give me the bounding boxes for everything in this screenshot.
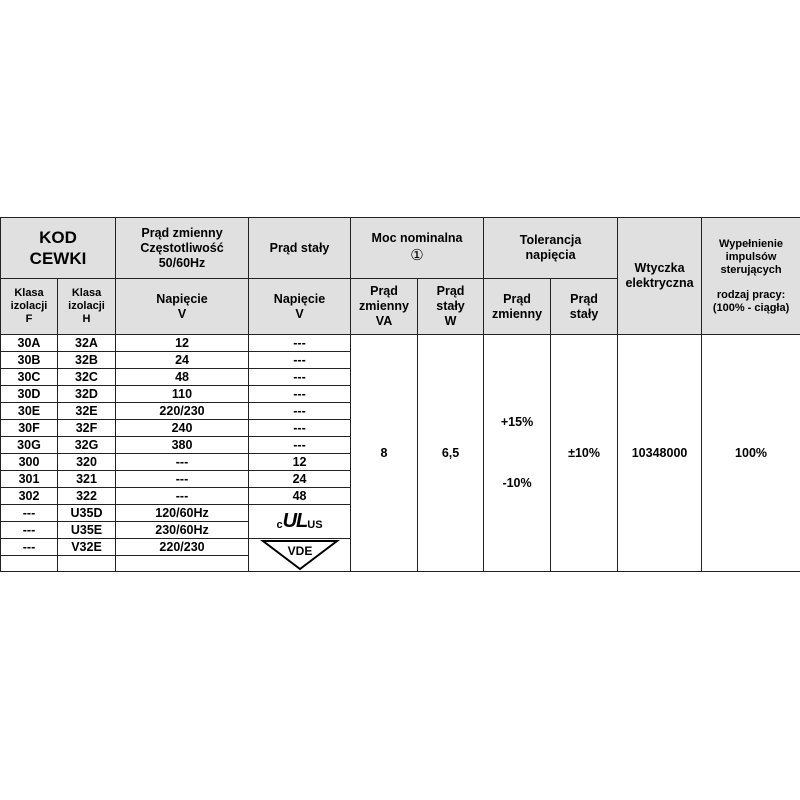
cell-dc-voltage: 12 — [249, 454, 351, 471]
cell-wypelnienie: 100% — [702, 335, 800, 572]
cell-tol-dc: ±10% — [551, 335, 618, 572]
cell-klasa-h: U35D — [58, 505, 116, 522]
cert-ul-cell — [249, 505, 351, 539]
header-moc-ac: Prąd zmienny VA — [351, 279, 418, 335]
cell-ac-voltage: --- — [116, 488, 249, 505]
cell-wtyczka: 10348000 — [618, 335, 702, 572]
cell-ac-voltage: 24 — [116, 352, 249, 369]
header-tol-ac: Prąd zmienny — [484, 279, 551, 335]
cell-dc-voltage: --- — [249, 420, 351, 437]
cell-klasa-f: 301 — [1, 471, 58, 488]
tol-ac-plus: +15% — [500, 415, 534, 429]
cell-ac-voltage: 380 — [116, 437, 249, 454]
header-wtyczka: Wtyczka elektryczna — [618, 218, 702, 335]
cell-moc-ac: 8 — [351, 335, 418, 572]
coil-spec-table — [0, 217, 800, 572]
header-ac-frequency: Prąd zmienny Częstotliwość 50/60Hz — [116, 218, 249, 279]
cell-klasa-f: 302 — [1, 488, 58, 505]
header-kod-cewki: KOD CEWKI — [1, 218, 116, 279]
tol-ac-minus: -10% — [502, 476, 532, 490]
cell-dc-voltage: --- — [249, 386, 351, 403]
cell-klasa-f: 30D — [1, 386, 58, 403]
cell-klasa-f: 30E — [1, 403, 58, 420]
cell-ac-voltage: 220/230 — [116, 539, 249, 556]
cell-dc-voltage: 48 — [249, 488, 351, 505]
header-tolerancja: Tolerancja napięcia — [484, 218, 618, 279]
cell-ac-voltage: 120/60Hz — [116, 505, 249, 522]
cell-klasa-h: V32E — [58, 539, 116, 556]
cell-klasa-h: 322 — [58, 488, 116, 505]
cell-ac-voltage: 110 — [116, 386, 249, 403]
cell-tol-ac — [484, 335, 551, 572]
cell-empty — [1, 556, 58, 572]
cell-ac-voltage: --- — [116, 471, 249, 488]
cell-ac-voltage: 230/60Hz — [116, 522, 249, 539]
table-row — [1, 335, 800, 352]
cell-klasa-f: 30B — [1, 352, 58, 369]
cell-klasa-f: 30F — [1, 420, 58, 437]
cell-ac-voltage: 12 — [116, 335, 249, 352]
cell-dc-voltage: 24 — [249, 471, 351, 488]
cell-ac-voltage: 220/230 — [116, 403, 249, 420]
header-wypelnienie: Wypełnienie impulsów sterujących rodzaj pracy: (100% - ciągła) — [702, 218, 800, 335]
cell-klasa-h: 321 — [58, 471, 116, 488]
cell-empty — [58, 556, 116, 572]
cell-klasa-h: 32A — [58, 335, 116, 352]
cell-klasa-h: 32G — [58, 437, 116, 454]
header-moc-dc: Prąd stały W — [418, 279, 484, 335]
cell-ac-voltage: 48 — [116, 369, 249, 386]
cell-klasa-f: --- — [1, 539, 58, 556]
cell-klasa-h: 32F — [58, 420, 116, 437]
ul-certification-mark: c UL US — [276, 510, 323, 532]
header-moc-nominalna: Moc nominalna ① — [351, 218, 484, 279]
cell-klasa-f: 30A — [1, 335, 58, 352]
cell-klasa-f: 300 — [1, 454, 58, 471]
cell-dc-voltage: --- — [249, 369, 351, 386]
cell-klasa-h: 32B — [58, 352, 116, 369]
cell-ac-voltage: --- — [116, 454, 249, 471]
cell-ac-voltage: 240 — [116, 420, 249, 437]
cell-dc-voltage: --- — [249, 335, 351, 352]
cell-klasa-h: 32E — [58, 403, 116, 420]
cell-klasa-h: 32C — [58, 369, 116, 386]
header-tol-dc: Prąd stały — [551, 279, 618, 335]
header-napiecie-dc: Napięcie V — [249, 279, 351, 335]
header-dc: Prąd stały — [249, 218, 351, 279]
cell-dc-voltage: --- — [249, 403, 351, 420]
cell-empty — [116, 556, 249, 572]
cell-klasa-h: 32D — [58, 386, 116, 403]
header-klasa-h: Klasa izolacji H — [58, 279, 116, 335]
cert-vde-cell — [249, 539, 351, 572]
vde-text: VDE — [287, 544, 312, 558]
cell-klasa-f: --- — [1, 505, 58, 522]
cell-klasa-h: 320 — [58, 454, 116, 471]
cell-dc-voltage: --- — [249, 352, 351, 369]
cell-klasa-f: 30C — [1, 369, 58, 386]
header-klasa-f: Klasa izolacji F — [1, 279, 58, 335]
vde-certification-mark — [260, 539, 340, 571]
cell-dc-voltage: --- — [249, 437, 351, 454]
cell-klasa-f: --- — [1, 522, 58, 539]
cell-klasa-f: 30G — [1, 437, 58, 454]
cell-klasa-h: U35E — [58, 522, 116, 539]
cell-moc-dc: 6,5 — [418, 335, 484, 572]
header-napiecie-ac: Napięcie V — [116, 279, 249, 335]
